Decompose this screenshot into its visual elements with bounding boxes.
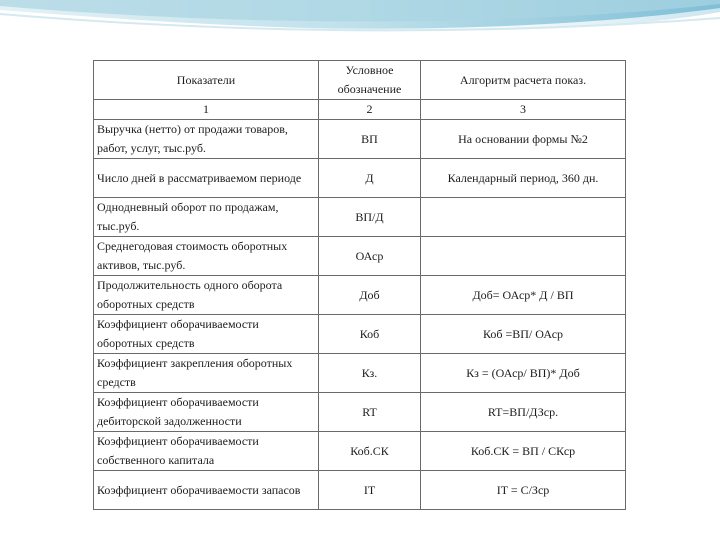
table-number-row <box>94 100 626 120</box>
table-row <box>94 315 626 354</box>
indicator-algorithm: Доб= ОАср* Д / ВП <box>421 276 626 315</box>
indicator-name: Среднегодовая стоимость оборотных активов, тыс.руб. <box>94 237 319 276</box>
indicator-symbol: ВП/Д <box>319 198 421 237</box>
indicators-table <box>93 60 626 510</box>
table-row <box>94 354 626 393</box>
indicator-name: Коэффициент оборачиваемости оборотных средств <box>94 315 319 354</box>
indicator-symbol: Кз. <box>319 354 421 393</box>
indicator-algorithm: Коб =ВП/ ОАср <box>421 315 626 354</box>
indicator-algorithm <box>421 198 626 237</box>
table-row <box>94 393 626 432</box>
indicator-algorithm: Кз = (ОАср/ ВП)* Доб <box>421 354 626 393</box>
header-indicators: Показатели <box>94 61 319 100</box>
table-header-row <box>94 61 626 100</box>
indicator-symbol: Коб.СК <box>319 432 421 471</box>
indicator-algorithm: IT = С/Зср <box>421 471 626 510</box>
table-row <box>94 198 626 237</box>
indicator-symbol: RT <box>319 393 421 432</box>
indicator-algorithm: RT=ВП/ДЗср. <box>421 393 626 432</box>
indicator-symbol: Коб <box>319 315 421 354</box>
column-number-2: 2 <box>319 100 421 120</box>
table-row <box>94 432 626 471</box>
indicator-name: Коэффициент оборачиваемости собственного капитала <box>94 432 319 471</box>
indicator-symbol: ВП <box>319 120 421 159</box>
indicator-symbol: Д <box>319 159 421 198</box>
column-number-3: 3 <box>421 100 626 120</box>
table-row <box>94 276 626 315</box>
header-symbol: Условное обозначение <box>319 61 421 100</box>
indicator-algorithm: На основании формы №2 <box>421 120 626 159</box>
indicator-symbol: Доб <box>319 276 421 315</box>
table-row <box>94 237 626 276</box>
table-row <box>94 120 626 159</box>
header-algorithm: Алгоритм расчета показ. <box>421 61 626 100</box>
indicator-name: Коэффициент оборачиваемости дебиторской задолженности <box>94 393 319 432</box>
indicator-name: Число дней в рассматриваемом периоде <box>94 159 319 198</box>
indicator-name: Продолжительность одного оборота оборотных средств <box>94 276 319 315</box>
table-row <box>94 159 626 198</box>
indicator-algorithm <box>421 237 626 276</box>
column-number-1: 1 <box>94 100 319 120</box>
indicator-symbol: ОАср <box>319 237 421 276</box>
indicator-name: Однодневный оборот по продажам, тыс.руб. <box>94 198 319 237</box>
table-row <box>94 471 626 510</box>
indicator-algorithm: Календарный период, 360 дн. <box>421 159 626 198</box>
indicator-name: Коэффициент закрепления оборотных средств <box>94 354 319 393</box>
indicator-name: Выручка (нетто) от продажи товаров, работ, услуг, тыс.руб. <box>94 120 319 159</box>
indicator-algorithm: Коб.СК = ВП / СКср <box>421 432 626 471</box>
indicator-symbol: IT <box>319 471 421 510</box>
indicator-name: Коэффициент оборачиваемости запасов <box>94 471 319 510</box>
